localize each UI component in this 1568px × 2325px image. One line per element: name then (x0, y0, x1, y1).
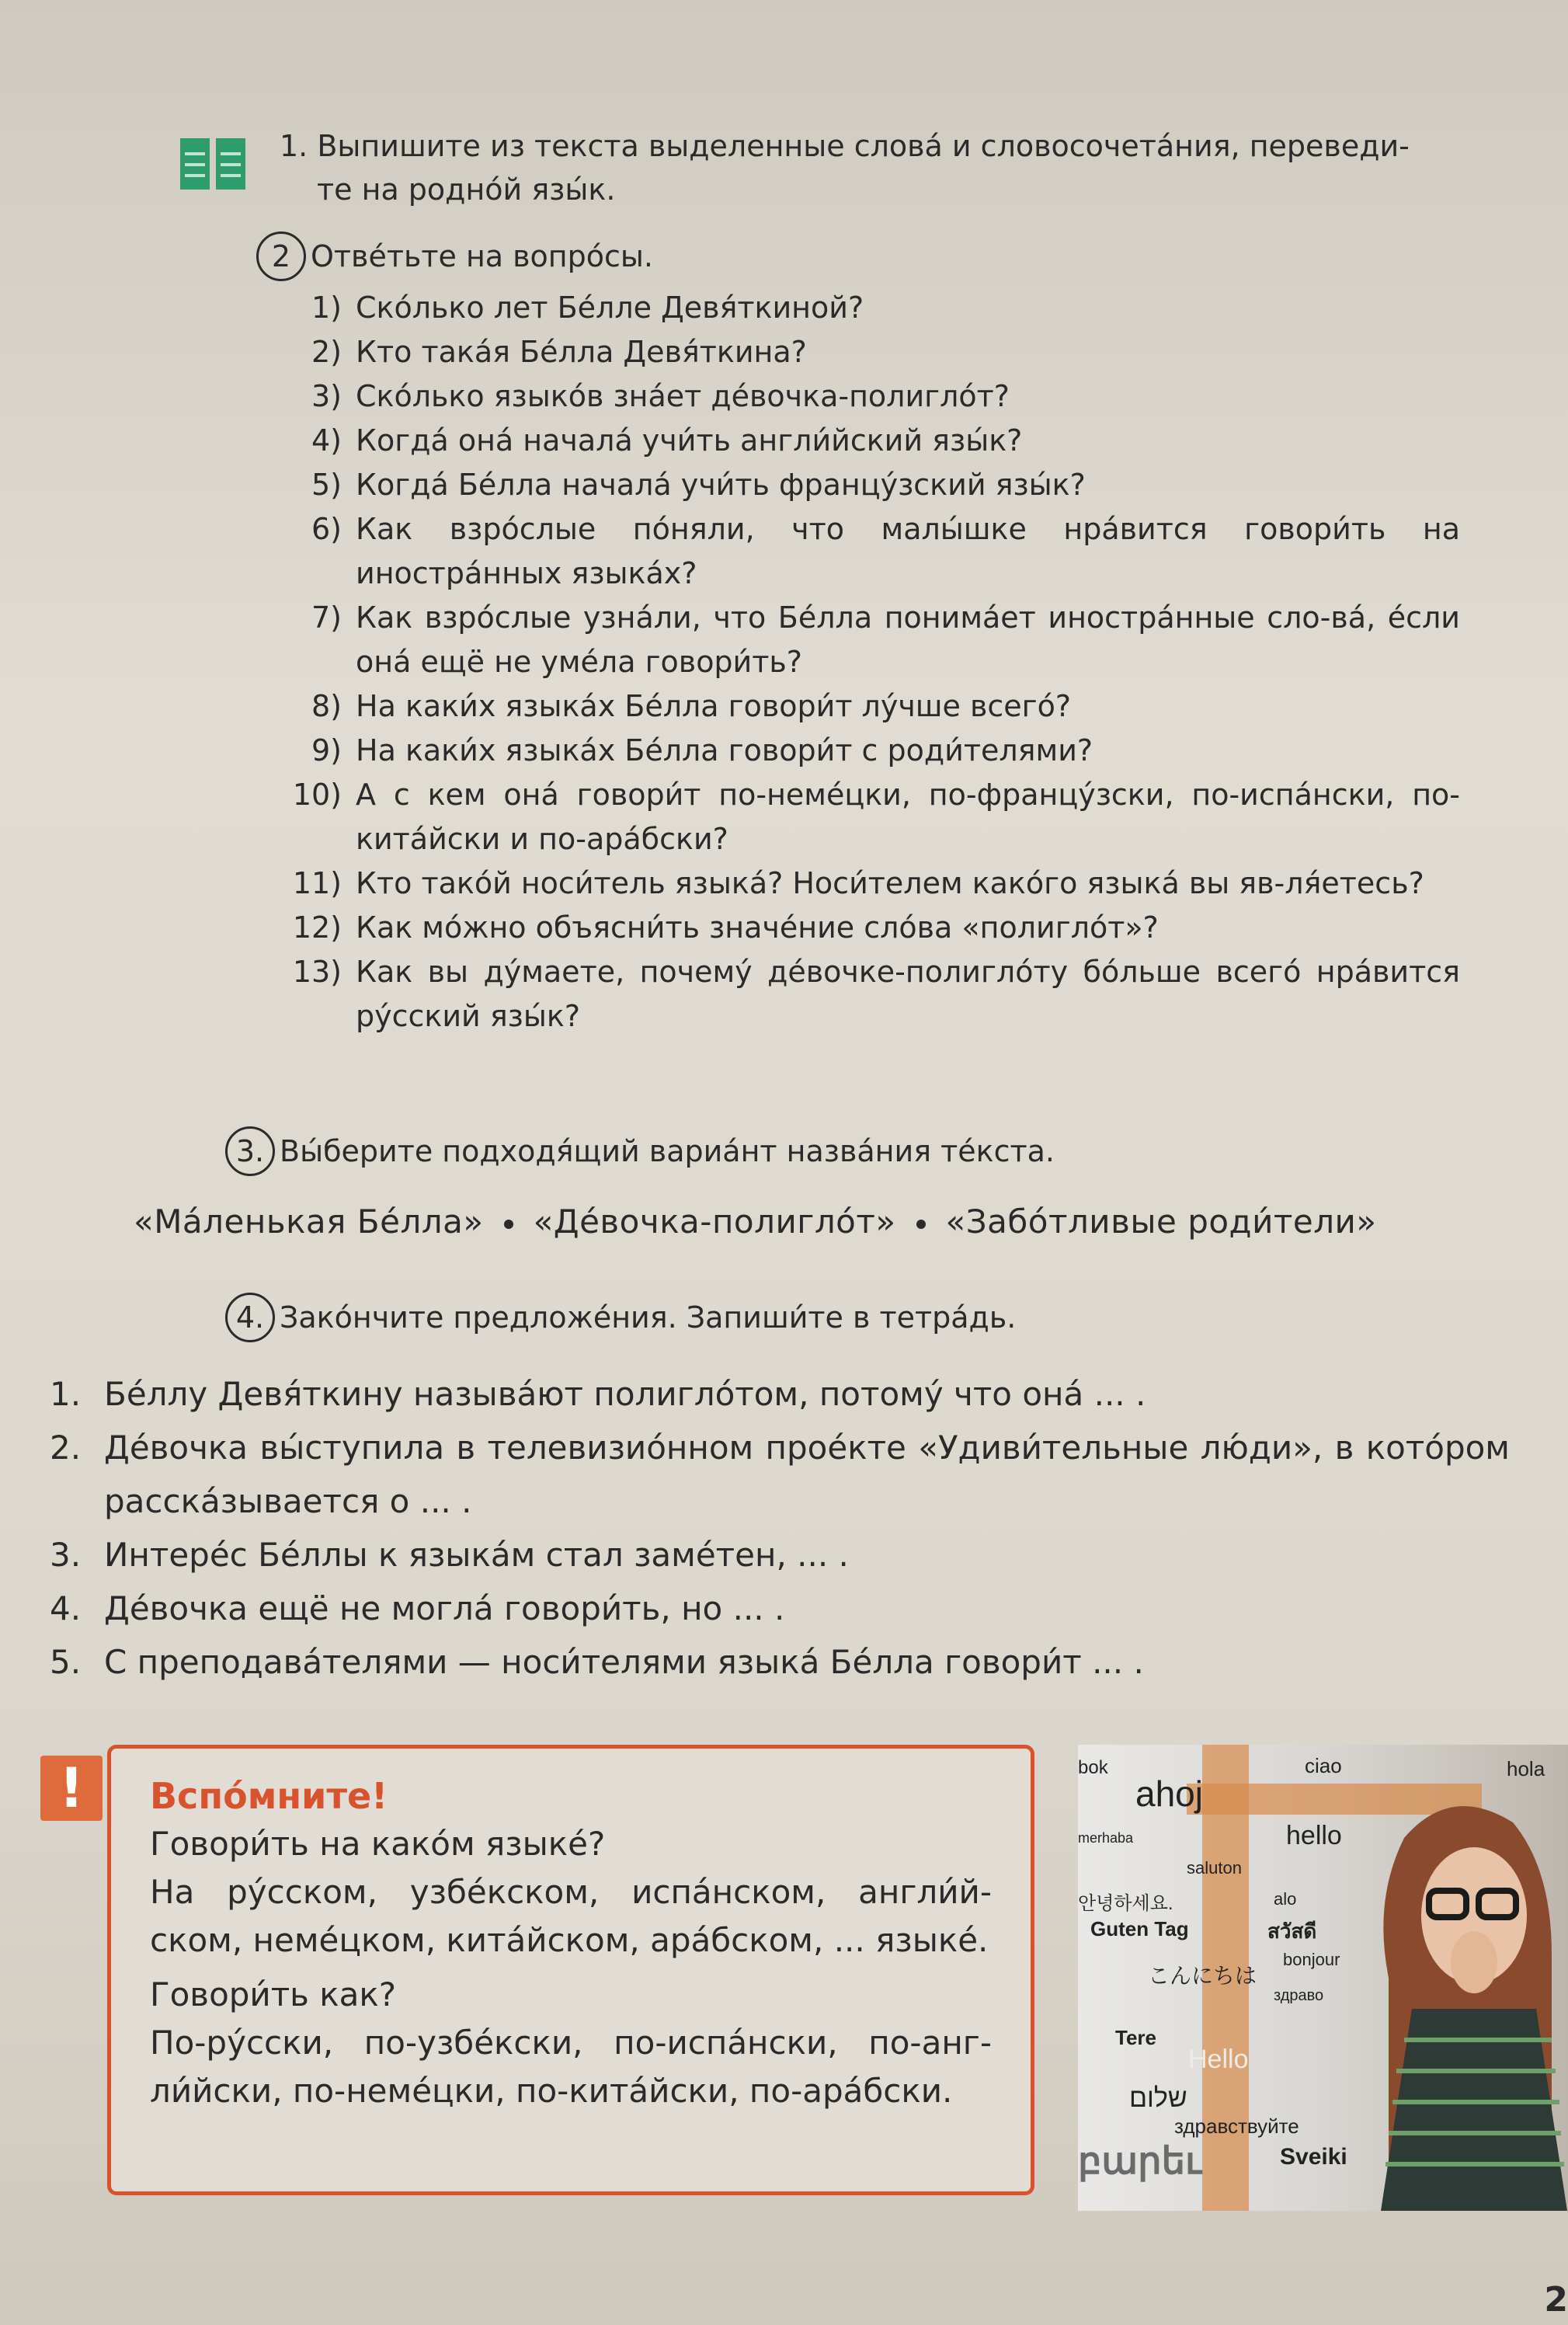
list-item: 3. Интере́с Бе́ллы к языка́м стал заме́тен, ... . (50, 1536, 849, 1574)
task-3-number: 3. (225, 1126, 275, 1176)
task-2-title: Отве́тьте на вопро́сы. (311, 239, 653, 273)
title-option-3: «Забо́тливые роди́тели» (945, 1203, 1377, 1241)
remember-question-2: Говори́ть как? (150, 1975, 397, 2013)
greeting-word: สวัสดี (1267, 1920, 1317, 1943)
greeting-word: hola (1507, 1757, 1545, 1780)
task-4-number: 4. (225, 1293, 275, 1342)
title-option-1: «Ма́ленькая Бе́лла» (134, 1203, 484, 1241)
task-3-heading (225, 1126, 1055, 1176)
greeting-word: Hello (1188, 2045, 1249, 2074)
remember-answer-2: По-ру́сски, по-узбе́кски, по-испа́нски, по-анг-ли́йски, по-неме́цки, по-кита́йски, по-ара́бски. (150, 2024, 992, 2110)
task-4-heading (225, 1293, 1016, 1342)
greeting-word: saluton (1187, 1858, 1242, 1878)
greeting-word: こんにちは (1148, 1964, 1257, 1988)
task-1-line-2: те на родно́й язы́к. (317, 172, 616, 207)
list-item: 13) Как вы ду́маете, почему́ де́вочке-полигло́ту бо́льше всего́ нра́вится ру́сский язы́к? (292, 955, 1460, 1033)
list-item: 1) Ско́лько лет Бе́лле Девя́ткиной? (311, 291, 864, 325)
title-option-2: «Де́вочка-полигло́т» (533, 1203, 896, 1241)
list-item: 6) Как взро́слые по́няли, что малы́шке нра́вится говори́ть на иностра́нных языка́х? (311, 512, 1460, 590)
exclamation-icon: ! (40, 1756, 103, 1821)
greeting-word: здраво (1274, 1987, 1324, 2004)
task-1-line-1: 1. Выпишите из текста выделенные слова́ и словосочета́ния, переведи- (280, 129, 1410, 163)
list-item: 1. Бе́ллу Девя́ткину называ́ют полигло́том, потому́ что она́ ... . (50, 1375, 1146, 1413)
greeting-word: բարեւ (1078, 2141, 1201, 2182)
list-item: 11) Кто тако́й носи́тель языка́? Носи́телем како́го языка́ вы яв-ля́етесь? (292, 866, 1424, 900)
greeting-word: Tere (1115, 2026, 1156, 2049)
bullet-dot (916, 1220, 926, 1229)
list-item: 7) Как взро́слые узна́ли, что Бе́лла понима́ет иностра́нные сло-ва́, е́сли она́ ещё не уме́ла говори́ть? (311, 600, 1460, 679)
book-icon (180, 134, 245, 194)
list-item: 5) Когда́ Бе́лла начала́ учи́ть францу́зский язы́к? (311, 468, 1086, 502)
task-4-title: Зако́нчите предложе́ния. Запиши́те в тетра́дь. (280, 1300, 1017, 1335)
task-2-number: 2 (256, 231, 306, 281)
task-1 (280, 124, 1445, 211)
title-options (134, 1203, 1377, 1241)
list-item: 4) Когда́ она́ начала́ учи́ть англи́йский язы́к? (311, 423, 1023, 458)
greeting-word: Sveiki (1280, 2144, 1347, 2170)
list-item: 10) А с кем она́ говори́т по-неме́цки, по-францу́зски, по-испа́нски, по-кита́йски и по-ара́бски? (292, 778, 1460, 856)
list-item: 2) Кто така́я Бе́лла Девя́ткина? (311, 335, 807, 369)
sentence-list (50, 1367, 1510, 1689)
greeting-word: Guten Tag (1090, 1917, 1189, 1940)
list-item: 5. С преподава́телями — носи́телями языка́ Бе́лла говори́т ... . (50, 1643, 1144, 1681)
remember-title: Вспо́мните! (150, 1775, 388, 1817)
greeting-word: bok (1078, 1757, 1108, 1778)
list-item: 4. Де́вочка ещё не могла́ говори́ть, но ... . (50, 1589, 785, 1627)
bullet-dot (504, 1220, 513, 1229)
greeting-word: ciao (1305, 1754, 1342, 1777)
task-2-heading (256, 231, 653, 281)
greeting-word: hello (1286, 1821, 1342, 1850)
remember-answer-1: На ру́сском, узбе́кском, испа́нском, англи́й-ском, неме́цком, кита́йском, ара́бском, ... языке́. (150, 1873, 992, 1959)
remember-question-1: Говори́ть на како́м языке́? (150, 1825, 606, 1863)
greeting-word: bonjour (1283, 1950, 1340, 1969)
greeting-word: ahoj (1135, 1773, 1203, 1814)
greetings-photo (1078, 1745, 1568, 2211)
greeting-word: merhaba (1078, 1830, 1134, 1846)
page-number: 2 (1544, 2280, 1568, 2320)
greeting-word: שלום (1129, 2083, 1187, 2113)
list-item: 2. Де́вочка вы́ступила в телевизио́нном прое́кте «Удиви́тельные лю́ди», в кото́ром расска́зывается о ... . (50, 1429, 1510, 1520)
list-item: 3) Ско́лько языко́в зна́ет де́вочка-полигло́т? (311, 379, 1010, 413)
list-item: 12) Как мо́жно объясни́ть значе́ние сло́ва «полигло́т»? (292, 910, 1159, 945)
task-3-title: Вы́берите подходя́щий вариа́нт назва́ния те́кста. (280, 1134, 1055, 1168)
greeting-word: 안녕하세요. (1078, 1893, 1173, 1914)
list-item: 9) На каки́х языка́х Бе́лла говори́т с роди́телями? (311, 733, 1093, 767)
question-list (280, 286, 1460, 1039)
greeting-word: здравствуйте (1174, 2114, 1299, 2138)
greeting-word: alo (1274, 1889, 1297, 1909)
girl-illustration (1358, 1776, 1568, 2211)
list-item: 8) На каки́х языка́х Бе́лла говори́т лу́чше всего́? (311, 689, 1072, 723)
remember-box (107, 1745, 1034, 2195)
